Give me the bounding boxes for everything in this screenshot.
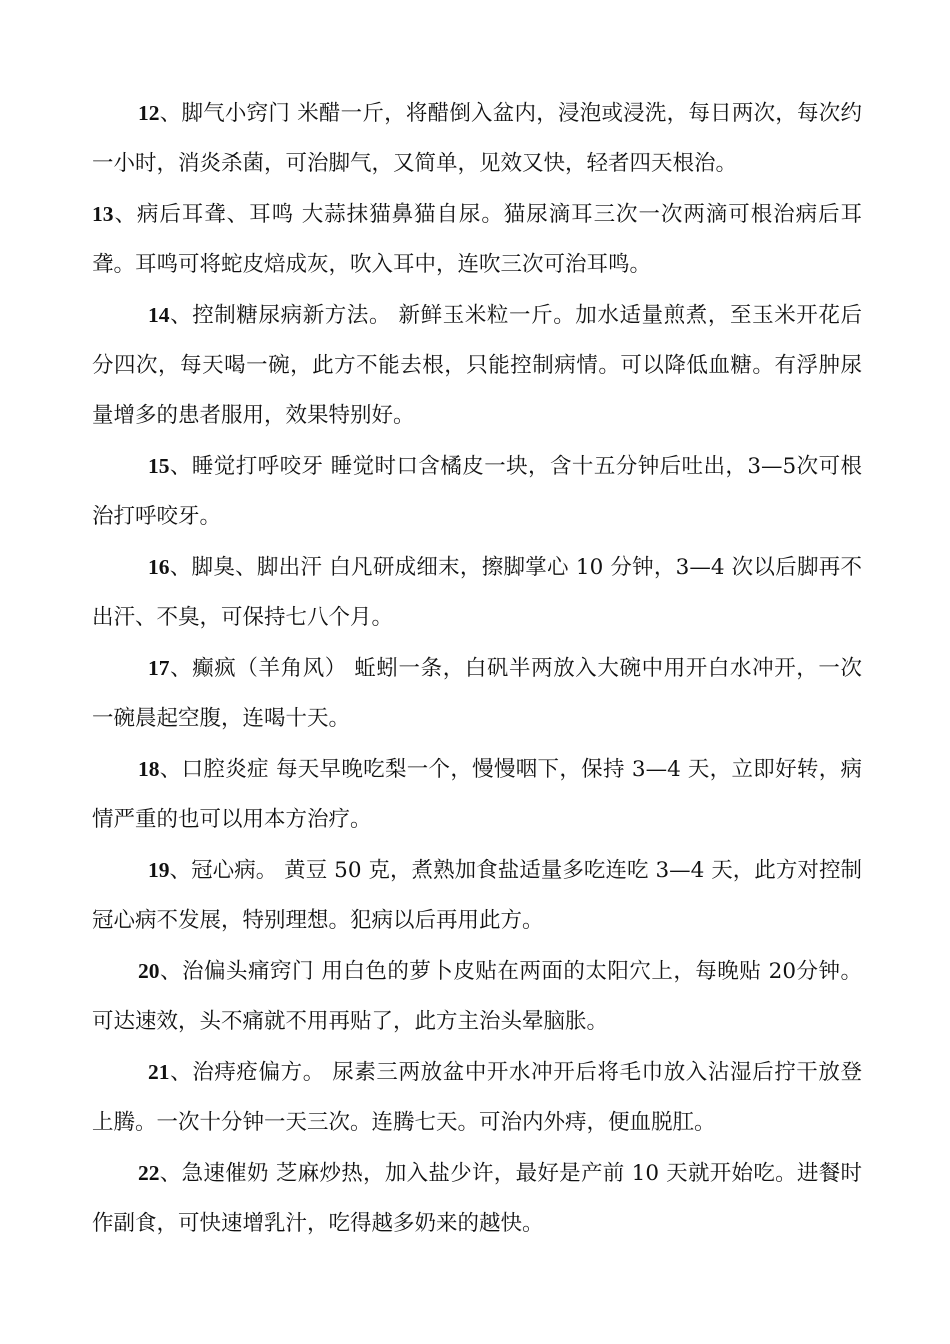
- remedy-text: 、脚臭、脚出汗 白凡研成细末，擦脚掌心 10 分钟，3—4 次以后脚再不出汗、不臭，可保持七八个月。: [92, 555, 862, 630]
- remedy-number: 17: [148, 656, 170, 680]
- remedy-text: 、癫疯（羊角风） 蚯蚓一条，白矾半两放入大碗中用开白水冲开，一次一碗晨起空腹，连喝十天。: [92, 656, 862, 731]
- remedy-paragraph-22: [92, 1148, 862, 1249]
- remedy-paragraph-18: [92, 744, 862, 845]
- remedy-number: 19: [148, 858, 170, 882]
- remedy-text: 、治偏头痛窍门 用白色的萝卜皮贴在两面的太阳穴上，每晚贴 20分钟。可达速效，头不痛就不用再贴了，此方主治头晕脑胀。: [92, 959, 862, 1034]
- remedy-number: 12: [138, 101, 160, 125]
- remedy-paragraph-17: [92, 643, 862, 744]
- remedy-number: 13: [92, 202, 114, 226]
- remedy-paragraph-13: [92, 189, 862, 290]
- remedy-text: 、急速催奶 芝麻炒热，加入盐少许，最好是产前 10 天就开始吃。进餐时作副食，可快速增乳汁，吃得越多奶来的越快。: [92, 1161, 862, 1236]
- remedy-text: 、控制糖尿病新方法。 新鲜玉米粒一斤。加水适量煎煮，至玉米开花后分四次，每天喝一碗，此方不能去根，只能控制病情。可以降低血糖。有浮肿尿量增多的患者服用，效果特别好。: [92, 303, 862, 428]
- remedy-text: 、病后耳聋、耳鸣 大蒜抹猫鼻猫自尿。猫尿滴耳三次一次两滴可根治病后耳聋。耳鸣可将蛇皮焙成灰，吹入耳中，连吹三次可治耳鸣。: [92, 202, 862, 277]
- remedy-text: 、治痔疮偏方。 尿素三两放盆中开水冲开后将毛巾放入沾湿后拧干放登上腾。一次十分钟一天三次。连腾七天。可治内外痔，便血脱肛。: [92, 1060, 862, 1135]
- remedy-paragraph-16: [92, 542, 862, 643]
- remedy-number: 14: [148, 303, 170, 327]
- remedy-paragraph-21: [92, 1047, 862, 1148]
- remedy-text: 、睡觉打呼咬牙 睡觉时口含橘皮一块，含十五分钟后吐出，3—5次可根治打呼咬牙。: [92, 454, 862, 529]
- remedy-number: 15: [148, 454, 170, 478]
- remedy-paragraph-20: [92, 946, 862, 1047]
- document-page: [92, 88, 862, 1249]
- remedy-number: 21: [148, 1060, 170, 1084]
- remedy-number: 18: [138, 757, 160, 781]
- remedy-number: 22: [138, 1161, 160, 1185]
- remedy-paragraph-12: [92, 88, 862, 189]
- remedy-text: 、冠心病。 黄豆 50 克，煮熟加食盐适量多吃连吃 3—4 天，此方对控制冠心病不发展，特别理想。犯病以后再用此方。: [92, 858, 862, 933]
- remedy-text: 、口腔炎症 每天早晚吃梨一个，慢慢咽下，保持 3—4 天，立即好转，病情严重的也可以用本方治疗。: [92, 757, 862, 832]
- remedy-paragraph-19: [92, 845, 862, 946]
- remedy-paragraph-14: [92, 290, 862, 441]
- remedy-paragraph-15: [92, 441, 862, 542]
- remedy-number: 20: [138, 959, 160, 983]
- remedy-text: 、脚气小窍门 米醋一斤，将醋倒入盆内，浸泡或浸洗，每日两次，每次约一小时，消炎杀菌，可治脚气，又简单，见效又快，轻者四天根治。: [92, 101, 862, 176]
- remedy-number: 16: [148, 555, 170, 579]
